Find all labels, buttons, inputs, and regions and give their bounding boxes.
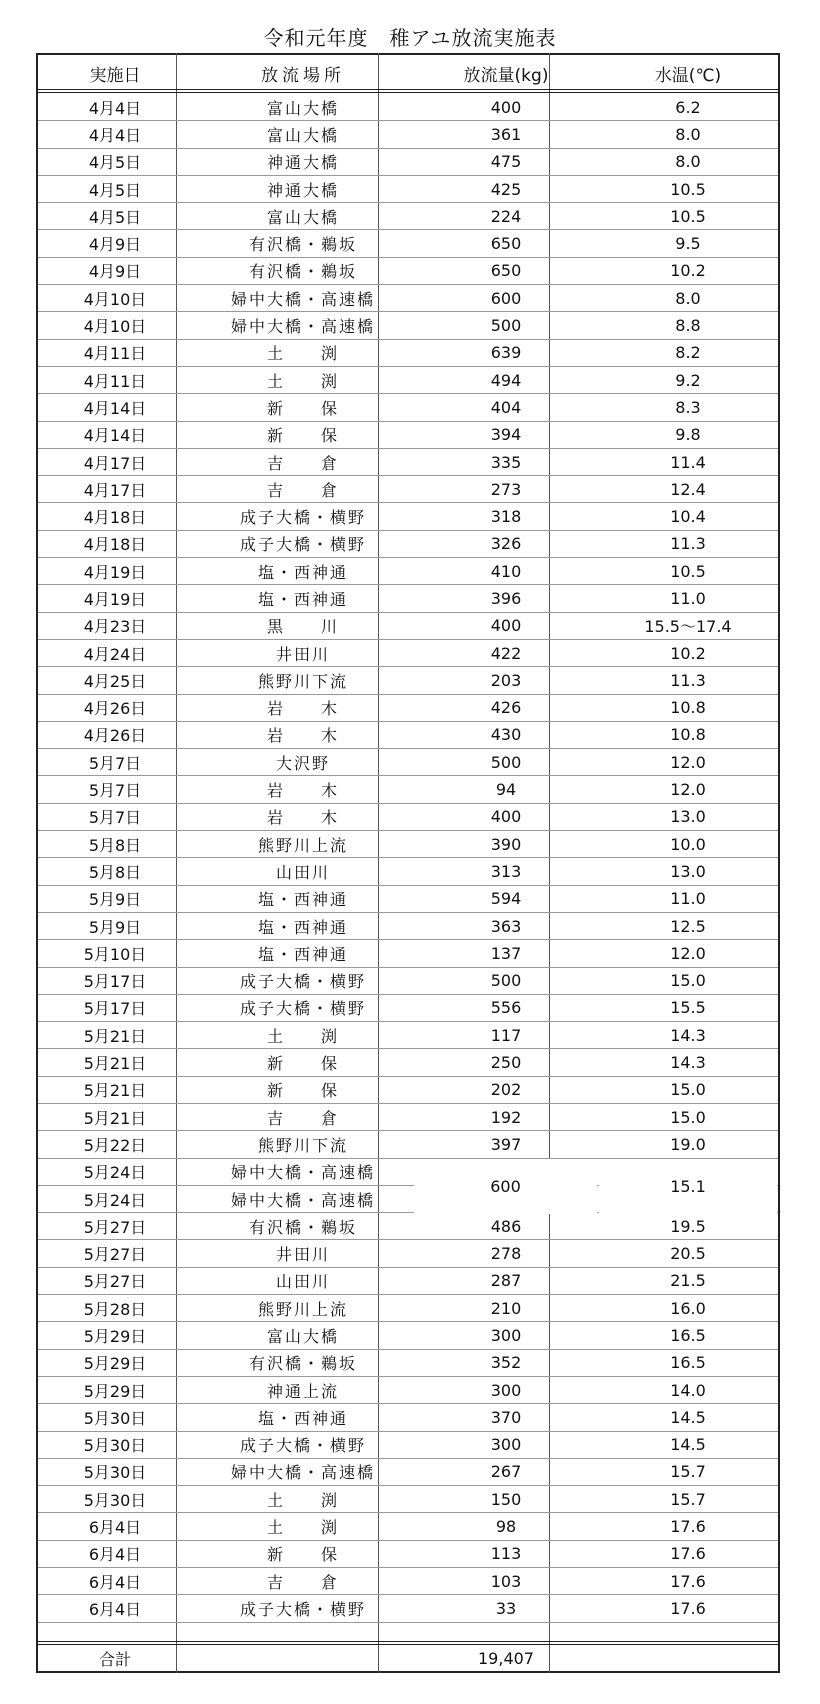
cell-temp: 10.8 bbox=[670, 698, 706, 718]
cell-date: 5月27日 bbox=[83, 1245, 147, 1265]
cell-place: 吉 倉 bbox=[266, 1572, 339, 1592]
cell-place: 新 保 bbox=[266, 398, 339, 418]
table-row bbox=[38, 312, 778, 339]
cell-date: 5月22日 bbox=[83, 1135, 147, 1155]
table-row bbox=[38, 1077, 778, 1104]
cell-amount: 352 bbox=[490, 1353, 522, 1373]
cell-amount: 300 bbox=[490, 1435, 522, 1455]
cell-place: 井田川 bbox=[275, 1245, 330, 1265]
cell-date: 6月4日 bbox=[88, 1518, 142, 1538]
cell-temp: 19.5 bbox=[670, 1216, 706, 1236]
table-row bbox=[38, 1104, 778, 1131]
cell-place: 吉 倉 bbox=[266, 1108, 339, 1128]
cell-amount: 650 bbox=[490, 234, 522, 254]
cell-date: 4月18日 bbox=[83, 508, 147, 528]
cell-amount: 500 bbox=[490, 316, 522, 336]
cell-date: 4月5日 bbox=[88, 153, 142, 173]
cell-date: 4月14日 bbox=[83, 426, 147, 446]
cell-amount: 400 bbox=[490, 807, 522, 827]
cell-temp: 16.0 bbox=[670, 1298, 706, 1318]
merged-temp-cell: 15.1 bbox=[599, 1159, 777, 1214]
cell-amount: 33 bbox=[495, 1598, 517, 1618]
table-row bbox=[38, 695, 778, 722]
cell-temp: 6.2 bbox=[675, 97, 701, 117]
table-row bbox=[38, 1131, 778, 1158]
cell-place: 岩 木 bbox=[266, 808, 339, 828]
cell-place: 岩 木 bbox=[266, 699, 339, 719]
header-divider bbox=[38, 89, 778, 93]
cell-temp: 17.6 bbox=[670, 1598, 706, 1618]
table-row bbox=[38, 394, 778, 421]
cell-temp: 12.5 bbox=[670, 916, 706, 936]
cell-amount: 94 bbox=[495, 780, 517, 800]
cell-place: 土 渕 bbox=[266, 1518, 339, 1538]
cell-temp: 19.0 bbox=[670, 1134, 706, 1154]
cell-place: 成子大橋・横野 bbox=[239, 1436, 366, 1456]
cell-place: 婦中大橋・高速橋 bbox=[230, 1190, 375, 1210]
cell-temp: 15.0 bbox=[670, 971, 706, 991]
cell-amount: 137 bbox=[490, 943, 522, 963]
cell-temp: 14.0 bbox=[670, 1380, 706, 1400]
table-row bbox=[38, 831, 778, 858]
cell-place: 土 渕 bbox=[266, 1026, 339, 1046]
cell-amount: 650 bbox=[490, 261, 522, 281]
cell-temp: 16.5 bbox=[670, 1326, 706, 1345]
table-row bbox=[38, 422, 778, 449]
cell-place: 塩・西神通 bbox=[257, 890, 348, 910]
table-row bbox=[38, 1213, 778, 1240]
table-row bbox=[38, 640, 778, 667]
cell-temp: 9.8 bbox=[675, 425, 701, 445]
cell-place: 神通大橋 bbox=[266, 180, 339, 200]
cell-place: 土 渕 bbox=[266, 344, 339, 364]
table-row bbox=[38, 531, 778, 558]
cell-temp: 10.4 bbox=[670, 507, 706, 527]
cell-place: 塩・西神通 bbox=[257, 917, 348, 937]
cell-amount: 363 bbox=[490, 916, 522, 936]
cell-place: 塩・西神通 bbox=[257, 1408, 348, 1428]
cell-place: 成子大橋・横野 bbox=[239, 535, 366, 555]
cell-place: 富山大橋 bbox=[266, 125, 339, 145]
cell-date: 4月24日 bbox=[83, 644, 147, 664]
cell-amount: 404 bbox=[490, 397, 522, 417]
table-row bbox=[38, 613, 778, 640]
cell-place: 山田川 bbox=[275, 1272, 330, 1292]
cell-temp: 15.5～17.4 bbox=[644, 617, 732, 637]
cell-temp: 10.5 bbox=[670, 561, 706, 581]
table-row bbox=[38, 776, 778, 803]
table-body bbox=[38, 94, 778, 1650]
cell-date: 5月21日 bbox=[83, 1054, 147, 1074]
table-row bbox=[38, 1432, 778, 1459]
cell-amount: 370 bbox=[490, 1407, 522, 1427]
cell-place: 黒 川 bbox=[266, 617, 339, 637]
cell-temp: 11.4 bbox=[670, 452, 706, 472]
header-place: 放流場所 bbox=[261, 65, 345, 86]
cell-amount: 300 bbox=[490, 1380, 522, 1400]
cell-date: 6月4日 bbox=[88, 1545, 142, 1565]
table-row bbox=[38, 749, 778, 776]
cell-temp: 21.5 bbox=[670, 1271, 706, 1291]
cell-date: 5月21日 bbox=[83, 1026, 147, 1046]
table-row bbox=[38, 804, 778, 831]
cell-amount: 113 bbox=[490, 1544, 522, 1564]
cell-place: 有沢橋・鵜坂 bbox=[248, 262, 357, 282]
cell-date: 5月28日 bbox=[83, 1299, 147, 1319]
cell-temp: 12.0 bbox=[670, 780, 706, 800]
cell-amount: 250 bbox=[490, 1053, 522, 1073]
total-row bbox=[38, 1646, 778, 1671]
cell-place: 熊野川上流 bbox=[257, 835, 348, 855]
cell-temp: 17.6 bbox=[670, 1571, 706, 1591]
cell-amount: 273 bbox=[490, 479, 522, 499]
cell-date: 4月14日 bbox=[83, 398, 147, 418]
table-row bbox=[38, 1486, 778, 1513]
table-row bbox=[38, 1377, 778, 1404]
cell-place: 神通上流 bbox=[266, 1381, 339, 1401]
cell-temp: 8.8 bbox=[675, 316, 701, 336]
table-row bbox=[38, 340, 778, 367]
table-row bbox=[38, 558, 778, 585]
cell-place: 成子大橋・横野 bbox=[239, 1599, 366, 1619]
cell-date: 5月8日 bbox=[88, 862, 142, 882]
table-row bbox=[38, 203, 778, 230]
cell-date: 6月4日 bbox=[88, 1599, 142, 1619]
table-row bbox=[38, 667, 778, 694]
table-row bbox=[38, 1022, 778, 1049]
table-row bbox=[38, 367, 778, 394]
cell-place: 婦中大橋・高速橋 bbox=[230, 1463, 375, 1483]
table-row bbox=[38, 121, 778, 148]
table-row bbox=[38, 149, 778, 176]
table-row bbox=[38, 722, 778, 749]
cell-date: 5月9日 bbox=[88, 890, 142, 910]
cell-date: 5月7日 bbox=[88, 808, 142, 828]
cell-amount: 202 bbox=[490, 1080, 522, 1100]
cell-amount: 394 bbox=[490, 425, 522, 445]
cell-temp: 17.6 bbox=[670, 1544, 706, 1564]
cell-place: 新 保 bbox=[266, 1545, 339, 1565]
cell-amount: 556 bbox=[490, 998, 522, 1018]
cell-amount: 192 bbox=[490, 1107, 522, 1127]
cell-temp: 15.0 bbox=[670, 1107, 706, 1127]
cell-place: 熊野川下流 bbox=[257, 1135, 348, 1155]
cell-place: 富山大橋 bbox=[266, 1327, 339, 1346]
cell-place: 有沢橋・鵜坂 bbox=[248, 1217, 357, 1237]
table-row bbox=[38, 1541, 778, 1568]
cell-temp: 8.2 bbox=[675, 343, 701, 363]
cell-place: 塩・西神通 bbox=[257, 589, 348, 609]
cell-date: 4月4日 bbox=[88, 98, 142, 118]
document-title: 令和元年度 稚アユ放流実施表 bbox=[263, 26, 557, 50]
cell-date: 5月29日 bbox=[83, 1327, 147, 1346]
cell-date: 5月29日 bbox=[83, 1354, 147, 1374]
table-row bbox=[38, 1404, 778, 1431]
cell-place: 有沢橋・鵜坂 bbox=[248, 1354, 357, 1374]
cell-temp: 13.0 bbox=[670, 861, 706, 881]
cell-temp: 9.2 bbox=[675, 370, 701, 390]
total-amount: 19,407 bbox=[478, 1649, 534, 1668]
cell-amount: 400 bbox=[490, 97, 522, 117]
cell-amount: 426 bbox=[490, 698, 522, 718]
cell-date: 5月7日 bbox=[88, 781, 142, 801]
cell-amount: 117 bbox=[490, 1025, 522, 1045]
cell-amount: 500 bbox=[490, 752, 522, 772]
cell-temp: 11.3 bbox=[670, 534, 706, 554]
cell-place: 有沢橋・鵜坂 bbox=[248, 235, 357, 255]
cell-date: 5月24日 bbox=[83, 1190, 147, 1210]
table-row bbox=[38, 1568, 778, 1595]
cell-temp: 14.3 bbox=[670, 1053, 706, 1073]
table-row bbox=[38, 858, 778, 885]
cell-date: 4月4日 bbox=[88, 125, 142, 145]
cell-date: 4月5日 bbox=[88, 180, 142, 200]
table-row bbox=[38, 1322, 778, 1349]
cell-amount: 150 bbox=[490, 1489, 522, 1509]
merged-amount-cell: 600 bbox=[414, 1159, 597, 1214]
cell-temp: 8.3 bbox=[675, 397, 701, 417]
cell-temp: 14.5 bbox=[670, 1435, 706, 1455]
table-row bbox=[38, 1459, 778, 1486]
cell-date: 5月27日 bbox=[83, 1272, 147, 1292]
cell-place: 井田川 bbox=[275, 644, 330, 664]
cell-date: 5月8日 bbox=[88, 835, 142, 855]
cell-amount: 210 bbox=[490, 1298, 522, 1318]
table-row bbox=[38, 940, 778, 967]
cell-date: 4月5日 bbox=[88, 207, 142, 227]
cell-amount: 326 bbox=[490, 534, 522, 554]
table-row bbox=[38, 285, 778, 312]
cell-amount: 224 bbox=[490, 206, 522, 226]
header-amount: 放流量(kg) bbox=[463, 65, 549, 86]
table-row bbox=[38, 1350, 778, 1377]
cell-temp: 15.7 bbox=[670, 1489, 706, 1509]
cell-temp: 12.0 bbox=[670, 752, 706, 772]
cell-date: 4月26日 bbox=[83, 726, 147, 746]
cell-temp: 10.0 bbox=[670, 834, 706, 854]
cell-temp: 12.0 bbox=[670, 943, 706, 963]
table-row bbox=[38, 585, 778, 612]
cell-amount: 313 bbox=[490, 861, 522, 881]
cell-date: 5月30日 bbox=[83, 1490, 147, 1510]
table-row bbox=[38, 968, 778, 995]
cell-place: 熊野川下流 bbox=[257, 671, 348, 691]
cell-temp: 17.6 bbox=[670, 1517, 706, 1537]
table-row bbox=[38, 258, 778, 285]
cell-place: 富山大橋 bbox=[266, 207, 339, 227]
cell-amount: 400 bbox=[490, 616, 522, 636]
cell-date: 4月9日 bbox=[88, 262, 142, 282]
header-temp: 水温(℃) bbox=[654, 65, 722, 86]
table-row bbox=[38, 1513, 778, 1540]
cell-amount: 361 bbox=[490, 124, 522, 144]
table-row bbox=[38, 503, 778, 530]
table-row bbox=[38, 886, 778, 913]
cell-amount: 335 bbox=[490, 452, 522, 472]
cell-temp: 8.0 bbox=[675, 124, 701, 144]
table-row bbox=[38, 995, 778, 1022]
cell-date: 5月30日 bbox=[83, 1408, 147, 1428]
cell-place: 新 保 bbox=[266, 1054, 339, 1074]
cell-temp: 11.0 bbox=[670, 588, 706, 608]
cell-place: 塩・西神通 bbox=[257, 944, 348, 964]
cell-date: 4月11日 bbox=[83, 371, 147, 391]
cell-temp: 16.5 bbox=[670, 1353, 706, 1373]
cell-amount: 267 bbox=[490, 1462, 522, 1482]
cell-date: 5月30日 bbox=[83, 1436, 147, 1456]
cell-date: 5月17日 bbox=[83, 972, 147, 992]
cell-place: 成子大橋・横野 bbox=[239, 508, 366, 528]
cell-place: 吉 倉 bbox=[266, 453, 339, 473]
table-row bbox=[38, 1049, 778, 1076]
cell-temp: 15.7 bbox=[670, 1462, 706, 1482]
cell-temp: 10.8 bbox=[670, 725, 706, 745]
header-date: 実施日 bbox=[89, 65, 141, 86]
cell-date: 4月23日 bbox=[83, 617, 147, 637]
cell-temp: 10.2 bbox=[670, 643, 706, 663]
table-row bbox=[38, 476, 778, 503]
cell-date: 4月26日 bbox=[83, 699, 147, 719]
total-label: 合計 bbox=[98, 1650, 131, 1669]
cell-date: 5月27日 bbox=[83, 1217, 147, 1237]
cell-amount: 422 bbox=[490, 643, 522, 663]
table-row bbox=[38, 1295, 778, 1322]
cell-place: 岩 木 bbox=[266, 781, 339, 801]
cell-temp: 14.5 bbox=[670, 1407, 706, 1427]
cell-amount: 300 bbox=[490, 1326, 522, 1345]
cell-date: 5月7日 bbox=[88, 753, 142, 773]
cell-date: 4月11日 bbox=[83, 344, 147, 364]
total-divider bbox=[38, 1641, 778, 1645]
cell-place: 神通大橋 bbox=[266, 153, 339, 173]
cell-amount: 430 bbox=[490, 725, 522, 745]
cell-date: 4月9日 bbox=[88, 235, 142, 255]
cell-place: 成子大橋・横野 bbox=[239, 999, 366, 1019]
cell-date: 5月29日 bbox=[83, 1381, 147, 1401]
cell-date: 6月4日 bbox=[88, 1572, 142, 1592]
cell-amount: 396 bbox=[490, 588, 522, 608]
cell-temp: 14.3 bbox=[670, 1025, 706, 1045]
cell-place: 新 保 bbox=[266, 1081, 339, 1101]
cell-temp: 11.0 bbox=[670, 889, 706, 909]
cell-temp: 20.5 bbox=[670, 1244, 706, 1264]
table-header bbox=[38, 55, 778, 91]
table-row bbox=[38, 176, 778, 203]
table-row bbox=[38, 94, 778, 121]
cell-temp: 8.0 bbox=[675, 152, 701, 172]
cell-date: 4月10日 bbox=[83, 317, 147, 337]
cell-amount: 600 bbox=[490, 288, 522, 308]
cell-temp: 15.0 bbox=[670, 1080, 706, 1100]
cell-date: 5月21日 bbox=[83, 1108, 147, 1128]
cell-amount: 594 bbox=[490, 889, 522, 909]
cell-amount: 278 bbox=[490, 1244, 522, 1264]
cell-place: 成子大橋・横野 bbox=[239, 972, 366, 992]
cell-amount: 639 bbox=[490, 343, 522, 363]
cell-date: 5月30日 bbox=[83, 1463, 147, 1483]
cell-place: 山田川 bbox=[275, 862, 330, 882]
table-row bbox=[38, 230, 778, 257]
cell-place: 吉 倉 bbox=[266, 480, 339, 500]
cell-amount: 103 bbox=[490, 1571, 522, 1591]
cell-date: 5月17日 bbox=[83, 999, 147, 1019]
table-row bbox=[38, 449, 778, 476]
cell-temp: 9.5 bbox=[675, 234, 701, 254]
table-row bbox=[38, 1240, 778, 1267]
cell-temp: 13.0 bbox=[670, 807, 706, 827]
cell-temp: 11.3 bbox=[670, 670, 706, 690]
cell-place: 婦中大橋・高速橋 bbox=[230, 317, 375, 337]
cell-date: 5月24日 bbox=[83, 1163, 147, 1183]
cell-amount: 425 bbox=[490, 179, 522, 199]
cell-amount: 98 bbox=[495, 1517, 517, 1537]
cell-place: 婦中大橋・高速橋 bbox=[230, 289, 375, 309]
cell-date: 4月17日 bbox=[83, 453, 147, 473]
cell-amount: 410 bbox=[490, 561, 522, 581]
cell-amount: 494 bbox=[490, 370, 522, 390]
cell-date: 4月18日 bbox=[83, 535, 147, 555]
cell-date: 5月9日 bbox=[88, 917, 142, 937]
cell-place: 富山大橋 bbox=[266, 98, 339, 118]
cell-temp: 8.0 bbox=[675, 288, 701, 308]
cell-temp: 10.5 bbox=[670, 179, 706, 199]
cell-date: 4月25日 bbox=[83, 671, 147, 691]
cell-place: 熊野川上流 bbox=[257, 1299, 348, 1319]
cell-date: 4月19日 bbox=[83, 589, 147, 609]
cell-amount: 475 bbox=[490, 152, 522, 172]
cell-date: 4月10日 bbox=[83, 289, 147, 309]
cell-temp: 10.2 bbox=[670, 261, 706, 281]
cell-amount: 287 bbox=[490, 1271, 522, 1291]
cell-amount: 318 bbox=[490, 507, 522, 527]
cell-place: 土 渕 bbox=[266, 371, 339, 391]
table-row bbox=[38, 913, 778, 940]
cell-place: 土 渕 bbox=[266, 1490, 339, 1510]
cell-amount: 500 bbox=[490, 971, 522, 991]
cell-temp: 10.5 bbox=[670, 206, 706, 226]
cell-place: 婦中大橋・高速橋 bbox=[230, 1163, 375, 1183]
cell-temp: 12.4 bbox=[670, 479, 706, 499]
cell-amount: 390 bbox=[490, 834, 522, 854]
cell-amount: 486 bbox=[490, 1216, 522, 1236]
table-row bbox=[38, 1595, 778, 1622]
cell-place: 大沢野 bbox=[275, 753, 330, 773]
cell-amount: 397 bbox=[490, 1134, 522, 1154]
cell-place: 岩 木 bbox=[266, 726, 339, 746]
cell-place: 新 保 bbox=[266, 426, 339, 446]
cell-amount: 203 bbox=[490, 670, 522, 690]
cell-place: 塩・西神通 bbox=[257, 562, 348, 582]
cell-temp: 15.5 bbox=[670, 998, 706, 1018]
cell-date: 4月17日 bbox=[83, 480, 147, 500]
cell-date: 5月10日 bbox=[83, 944, 147, 964]
cell-date: 4月19日 bbox=[83, 562, 147, 582]
table-row bbox=[38, 1268, 778, 1295]
cell-date: 5月21日 bbox=[83, 1081, 147, 1101]
